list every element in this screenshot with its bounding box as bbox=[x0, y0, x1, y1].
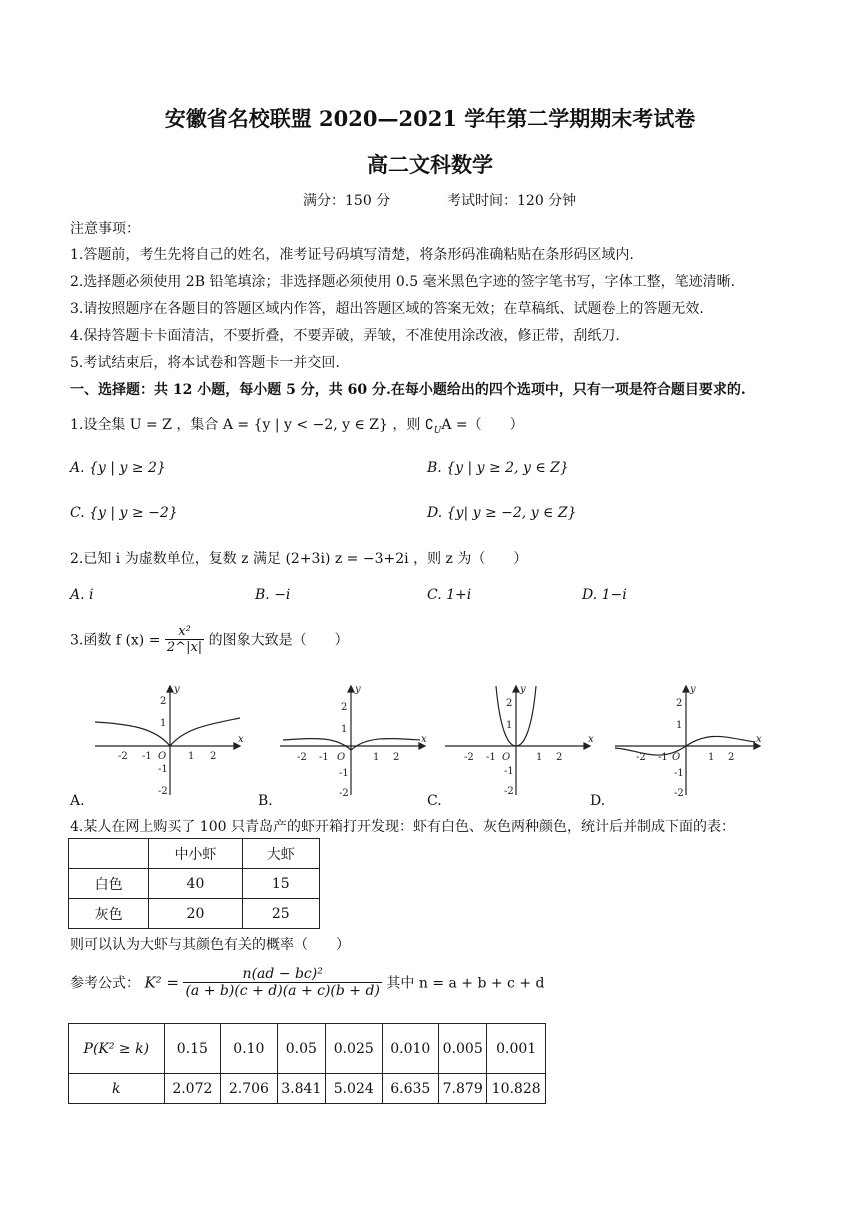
tick-label: -1 bbox=[142, 751, 152, 762]
full-score: 满分：150 分 bbox=[303, 193, 391, 209]
tick-label: 1 bbox=[536, 752, 543, 763]
tick-label: 1 bbox=[373, 752, 380, 763]
tick-label: -1 bbox=[504, 766, 514, 777]
tick-label: 2 bbox=[341, 702, 348, 713]
tick-label: -1 bbox=[674, 768, 684, 779]
table-cell: 7.879 bbox=[439, 1074, 487, 1104]
question-4-prompt: 则可以认为大虾与其颜色有关的概率（ ） bbox=[70, 937, 350, 953]
exam-subtitle: 高二文科数学 bbox=[367, 152, 493, 177]
table-cell: P(K² ≥ k) bbox=[69, 1024, 165, 1074]
question-4-stem: 4.某人在网上购买了 100 只青岛产的虾开箱打开发现：虾有白色、灰色两种颜色，统计后并制成下面的表： bbox=[70, 819, 735, 835]
q2-option-b: B. −i bbox=[255, 587, 291, 603]
q2-option-d: D. 1−i bbox=[582, 587, 627, 603]
table-cell: 白色 bbox=[69, 869, 149, 899]
tick-label: 2 bbox=[210, 751, 217, 762]
graph-b bbox=[275, 680, 435, 800]
tick-label: -2 bbox=[674, 788, 684, 799]
question-2-stem: 2.已知 i 为虚数单位，复数 z 满足 (2+3i) z = −3+2i ，则 z 为（ ） bbox=[70, 551, 528, 567]
tick-label: 2 bbox=[506, 698, 513, 709]
note-item: 2.选择题必须使用 2B 铅笔填涂；非选择题必须使用 0.5 毫米黑色字迹的签字笔书写，字体工整，笔迹清晰. bbox=[70, 274, 736, 290]
graph-label-d: D. bbox=[590, 793, 606, 809]
table-cell: 2.072 bbox=[164, 1074, 221, 1104]
tick-label: 2 bbox=[676, 698, 683, 709]
table-cell: 3.841 bbox=[277, 1074, 325, 1104]
tick-label: 2 bbox=[393, 752, 400, 763]
table-cell: k bbox=[69, 1074, 165, 1104]
table-cell: 5.024 bbox=[325, 1074, 382, 1104]
tick-label: 1 bbox=[676, 720, 683, 731]
graph-d bbox=[610, 680, 770, 800]
table-cell: 0.10 bbox=[221, 1024, 278, 1074]
q2-option-c: C. 1+i bbox=[427, 587, 472, 603]
graph-c bbox=[440, 680, 600, 800]
tick-label: 1 bbox=[341, 724, 348, 735]
tick-label: -1 bbox=[658, 752, 668, 763]
shrimp-table bbox=[68, 838, 320, 929]
table-cell: 灰色 bbox=[69, 899, 149, 929]
tick-label: 2 bbox=[728, 752, 735, 763]
graph-label-c: C. bbox=[427, 793, 442, 809]
table-cell: 0.010 bbox=[382, 1024, 439, 1074]
x-axis-label: x bbox=[421, 734, 427, 745]
tick-label: -1 bbox=[339, 768, 349, 779]
tick-label: -2 bbox=[339, 788, 349, 799]
tick-label: 2 bbox=[160, 696, 167, 707]
note-item: 4.保持答题卡卡面清洁，不要折叠，不要弄破，弄皱，不准使用涂改液，修正带，刮纸刀. bbox=[70, 328, 620, 344]
question-1-stem: 1.设全集 U = Z ，集合 A = {y | y < −2, y ∈ Z} ，则 $∁_UA$ =（ ） bbox=[70, 417, 524, 436]
table-cell: 10.828 bbox=[487, 1074, 546, 1104]
y-axis-label: y bbox=[174, 684, 180, 695]
notes-heading: 注意事项： bbox=[70, 221, 140, 237]
tick-label: 1 bbox=[188, 751, 195, 762]
q1-option-b: B. {y | y ≥ 2, y ∈ Z} bbox=[427, 460, 569, 476]
table-cell: 0.025 bbox=[325, 1024, 382, 1074]
table-cell: 0.005 bbox=[439, 1024, 487, 1074]
q1-option-d: D. {y| y ≥ −2, y ∈ Z} bbox=[427, 505, 577, 521]
tick-label: -2 bbox=[636, 752, 646, 763]
origin-label: O bbox=[158, 751, 167, 762]
table-cell: 25 bbox=[242, 899, 319, 929]
note-item: 3.请按照题序在各题目的答题区域内作答，超出答题区域的答案无效；在草稿纸、试题卷上的答题无效. bbox=[70, 301, 704, 317]
table-cell: 6.635 bbox=[382, 1074, 439, 1104]
note-item: 1.答题前，考生先将自己的姓名，准考证号码填写清楚，将条形码准确粘贴在条形码区域内. bbox=[70, 247, 634, 263]
x-axis-label: x bbox=[238, 734, 244, 745]
exam-time: 考试时间：120 分钟 bbox=[447, 193, 577, 209]
q1-option-a: A. {y | y ≥ 2} bbox=[70, 460, 166, 476]
table-row bbox=[69, 899, 320, 929]
tick-label: -1 bbox=[486, 752, 496, 763]
tick-label: 2 bbox=[556, 752, 563, 763]
critical-value-table bbox=[68, 1023, 546, 1104]
question-3-stem: 3.函数 f (x) = $\frac{\text{x²}}{2\^{}|x|}$ 的图象大致是（ ） bbox=[70, 624, 349, 655]
table-row bbox=[69, 869, 320, 899]
tick-label: -2 bbox=[504, 786, 514, 797]
y-axis-label: y bbox=[690, 684, 696, 695]
q1-option-c: C. {y | y ≥ −2} bbox=[70, 505, 178, 521]
origin-label: O bbox=[672, 752, 681, 763]
origin-label: O bbox=[337, 752, 346, 763]
x-axis-label: x bbox=[588, 734, 594, 745]
table-cell: 40 bbox=[149, 869, 242, 899]
table-row bbox=[69, 1024, 546, 1074]
table-row bbox=[69, 1074, 546, 1104]
table-header bbox=[69, 839, 149, 869]
table-cell: 0.05 bbox=[277, 1024, 325, 1074]
tick-label: -2 bbox=[118, 751, 128, 762]
reference-formula: 参考公式： K² = $\frac{\text{n(ad − bc)²}}{(a + b)(c + d)(a + c)(b + d)}$ 其中 n = a + b + c + d bbox=[70, 966, 545, 999]
q2-option-a: A. i bbox=[70, 587, 94, 603]
table-cell: 15 bbox=[242, 869, 319, 899]
table-cell: 0.15 bbox=[164, 1024, 221, 1074]
x-axis-label: x bbox=[756, 734, 762, 745]
exam-title: 安徽省名校联盟 2020—2021 学年第二学期期末考试卷 bbox=[164, 106, 696, 131]
graph-a bbox=[90, 680, 250, 800]
tick-label: -2 bbox=[158, 786, 168, 797]
graph-label-a: A. bbox=[70, 793, 85, 809]
tick-label: -1 bbox=[319, 752, 329, 763]
y-axis-label: y bbox=[520, 684, 526, 695]
tick-label: 1 bbox=[506, 720, 513, 731]
tick-label: -2 bbox=[464, 752, 474, 763]
table-cell: 0.001 bbox=[487, 1024, 546, 1074]
section-heading: 一、选择题：共 12 小题，每小题 5 分，共 60 分.在每小题给出的四个选项中，只有一项是符合题目要求的. bbox=[70, 382, 746, 398]
note-item: 5.考试结束后，将本试卷和答题卡一并交回. bbox=[70, 355, 340, 371]
graph-label-b: B. bbox=[258, 793, 273, 809]
tick-label: 1 bbox=[160, 718, 167, 729]
tick-label: -1 bbox=[158, 764, 168, 775]
table-cell: 2.706 bbox=[221, 1074, 278, 1104]
table-header: 中小虾 bbox=[149, 839, 242, 869]
tick-label: 1 bbox=[708, 752, 715, 763]
origin-label: O bbox=[502, 752, 511, 763]
tick-label: -2 bbox=[297, 752, 307, 763]
table-cell: 20 bbox=[149, 899, 242, 929]
table-header: 大虾 bbox=[242, 839, 319, 869]
y-axis-label: y bbox=[355, 684, 361, 695]
